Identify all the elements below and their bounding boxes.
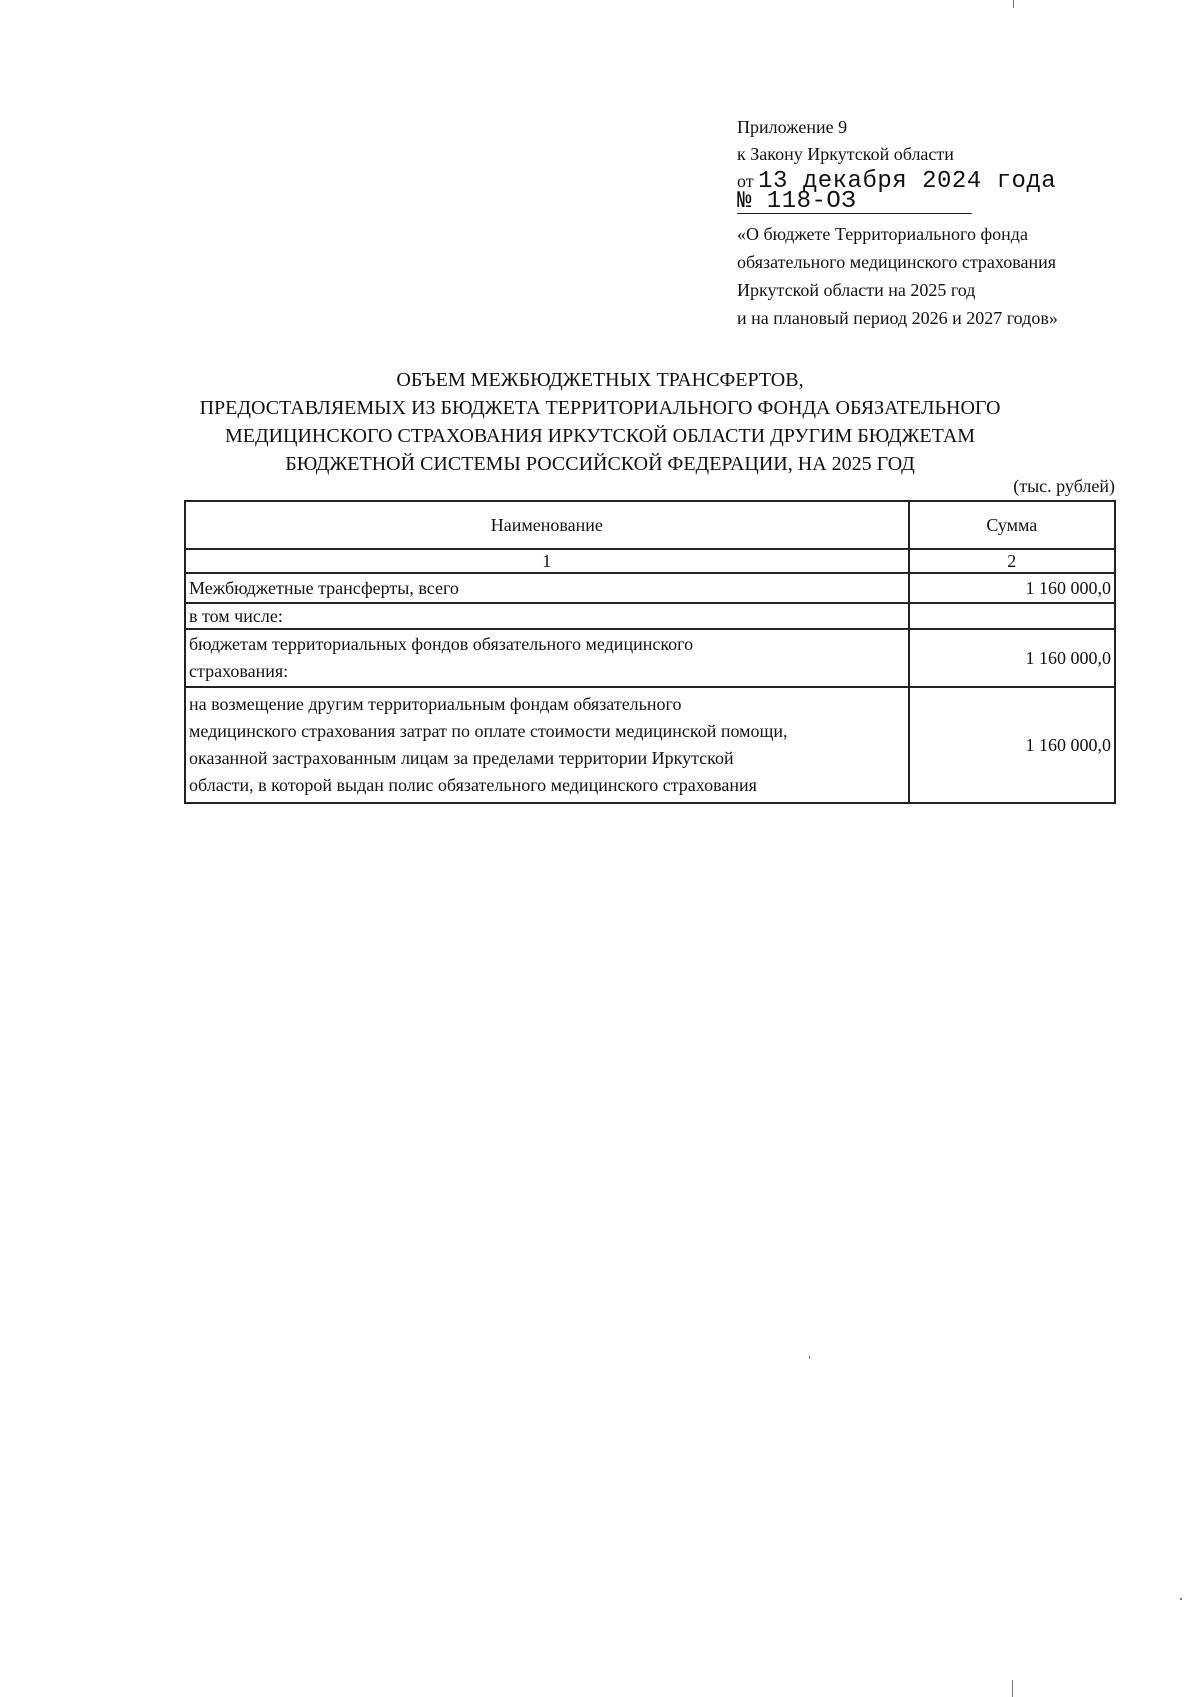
law-title-line: обязательного медицинского страхования: [737, 252, 1056, 272]
row-name-line: оказанной застрахованным лицам за пределами территории Иркутской: [189, 748, 734, 768]
row-name-line: медицинского страхования затрат по оплате стоимости медицинской помощи,: [189, 721, 788, 741]
column-number-row: [185, 549, 1115, 573]
column-number: 1: [185, 549, 909, 573]
law-title-line: «О бюджете Территориального фонда: [737, 224, 1028, 244]
scan-artifact: [809, 1356, 810, 1359]
table-row: [185, 629, 1115, 687]
transfers-table: [184, 500, 1116, 804]
title-line: МЕДИЦИНСКОГО СТРАХОВАНИЯ ИРКУТСКОЙ ОБЛАСТИ ДРУГИМ БЮДЖЕТАМ: [224, 425, 976, 447]
row-sum: 1 160 000,0: [909, 687, 1115, 803]
header-name: Наименование: [185, 501, 909, 549]
header-sum: Сумма: [909, 501, 1115, 549]
law-title-line: Иркутской области на 2025 год: [737, 280, 976, 300]
row-name-line: бюджетам территориальных фондов обязательного медицинского: [189, 634, 694, 654]
title-line: ОБЪЕМ МЕЖБЮДЖЕТНЫХ ТРАНСФЕРТОВ,: [396, 369, 804, 391]
row-name-line: страхования:: [189, 661, 289, 681]
appendix-law-ref: к Закону Иркутской области: [737, 144, 954, 164]
unit-label: (тыс. рублей): [1013, 476, 1115, 496]
law-title-line: и на плановый период 2026 и 2027 годов»: [737, 308, 1058, 328]
table-row: [185, 573, 1115, 603]
document-title: [180, 366, 1020, 478]
law-title: [737, 220, 1157, 332]
table-row: [185, 603, 1115, 629]
row-name: в том числе:: [185, 603, 909, 629]
row-sum: [909, 603, 1115, 629]
scan-artifact: [1012, 1680, 1013, 1697]
law-number: № 118-ОЗ: [737, 188, 857, 215]
law-number-line: [737, 188, 1157, 218]
row-name: [185, 629, 909, 687]
appendix-number: Приложение 9: [737, 117, 848, 137]
appendix-header: [737, 114, 1157, 332]
title-line: ПРЕДОСТАВЛЯЕМЫХ ИЗ БЮДЖЕТА ТЕРРИТОРИАЛЬНОГО ФОНДА ОБЯЗАТЕЛЬНОГО: [199, 397, 1001, 419]
row-name: Межбюджетные трансферты, всего: [185, 573, 909, 603]
row-name-line: на возмещение другим территориальным фондам обязательного: [189, 694, 682, 714]
scan-artifact: [1180, 1598, 1182, 1600]
table-header-row: [185, 501, 1115, 549]
row-sum: 1 160 000,0: [909, 629, 1115, 687]
row-name-line: области, в которой выдан полис обязательного медицинского страхования: [189, 775, 757, 795]
date-prefix: от: [737, 171, 754, 191]
title-line: БЮДЖЕТНОЙ СИСТЕМЫ РОССИЙСКОЙ ФЕДЕРАЦИИ, НА 2025 ГОД: [285, 453, 915, 475]
scan-artifact: [1013, 0, 1014, 8]
column-number: 2: [909, 549, 1115, 573]
table-row: [185, 687, 1115, 803]
row-name: [185, 687, 909, 803]
law-date: 13 декабря 2024 года: [758, 168, 1057, 195]
row-sum: 1 160 000,0: [909, 573, 1115, 603]
